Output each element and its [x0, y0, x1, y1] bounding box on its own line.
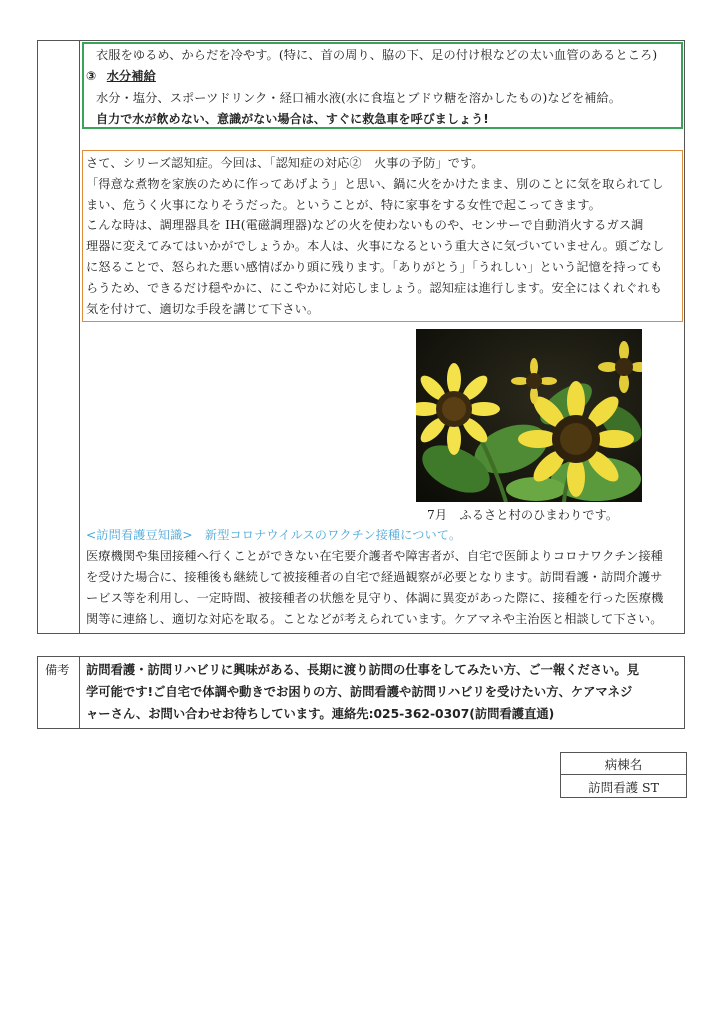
hydration-detail: 水分・塩分、スポーツドリンク・経口補水液(水に食塩とブドウ糖を溶かしたもの)などを補給。	[96, 91, 622, 105]
notes-line: 学可能です!ご自宅で体調や動きでお困りの方、訪問看護や訪問リハビリを受けたい方、ケアマネジ	[86, 685, 633, 699]
dementia-text	[86, 153, 664, 319]
dementia-line: に怒ることで、怒られた悪い感情ばかり頭に残ります。「ありがとう」「うれしい」という記憶を持っても	[86, 259, 663, 274]
vaccine-line: ービス等を利用し、一定時間、被接種者の状態を見守り、体調に異変があった際に、接種を行った医療機	[86, 591, 664, 605]
ward-header: 病棟名	[604, 757, 643, 772]
ward-value: 訪問看護 ST	[588, 780, 659, 795]
vaccine-line: を受けた場合に、接種後も継続して被接種者の自宅で経過観察が必要となります。訪問看護・訪問介護サ	[86, 570, 663, 584]
notes-label: 備考	[45, 663, 70, 677]
dementia-line: さて、シリーズ認知症。今回は、「認知症の対応② 火事の予防」です。	[86, 156, 484, 170]
dementia-line: 「得意な煮物を家族のために作ってあげよう」と思い、鍋に火をかけたまま、別のことに気を取られてし	[86, 176, 664, 191]
hydration-heading-label: 水分補給	[106, 69, 156, 83]
main-table-divider	[79, 40, 80, 634]
vaccine-heading: <訪問看護豆知識> 新型コロナウイルスのワクチン接種について。	[86, 528, 462, 542]
notes-text	[86, 659, 639, 725]
dementia-line: らうため、できるだけ穏やかに、にこやかに対応しましょう。認知症は進行します。安全にはくれぐれも	[86, 280, 663, 295]
vaccine-line: 関等に連絡し、適切な対応を取る。ことなどが考えられています。ケアマネや主治医と相談して下さい。	[86, 612, 663, 626]
hydration-heading	[86, 66, 156, 86]
ward-table-divider	[560, 774, 687, 775]
dementia-line: まい、危うく火事になりそうだった。ということが、特に家事をする女性で起こってきます。	[86, 197, 601, 212]
dementia-line: 理器に変えてみてはいかがでしょうか。本人は、火事になるという重大さに気づいていません。頭ごなし	[86, 239, 665, 254]
emergency-warning: 自力で水が飲めない、意識がない場合は、すぐに救急車を呼びましょう!	[96, 112, 489, 126]
vaccine-line: 医療機関や集団接種へ行くことができない在宅要介護者や障害者が、自宅で医師よりコロナワクチン接種	[86, 549, 663, 563]
photo-caption: 7月 ふるさと村のひまわりです。	[427, 508, 619, 522]
vaccine-text	[86, 546, 663, 630]
dementia-line: 気を付けて、適切な手段を講じて下さい。	[86, 301, 320, 316]
cooling-text: 衣服をゆるめ、からだを冷やす。(特に、首の周り、脇の下、足の付け根などの太い血管のあるところ)	[96, 48, 658, 62]
hydration-number: ③	[86, 69, 97, 83]
dementia-line: こんな時は、調理器具を IH(電磁調理器)などの火を使わないものや、センサーで自動消火するガス調	[86, 218, 644, 233]
notes-divider	[79, 656, 80, 729]
notes-line: 訪問看護・訪問リハビリに興味がある、長期に渡り訪問の仕事をしてみたい方、ご一報ください。見	[86, 663, 639, 677]
sunflower-photo	[416, 329, 642, 502]
notes-line: ャーさん、お問い合わせお待ちしています。連絡先:025-362-0307(訪問看護直通)	[86, 707, 555, 721]
